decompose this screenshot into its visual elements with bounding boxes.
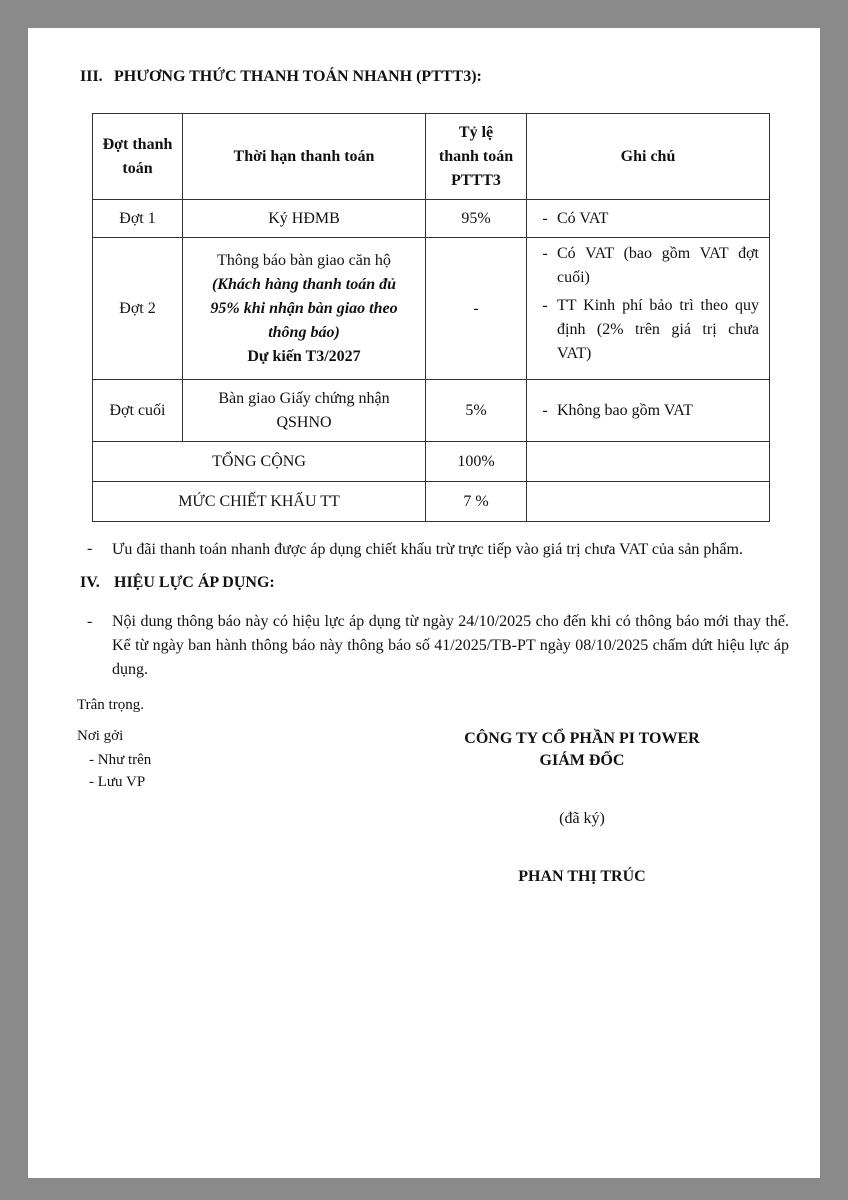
discount-row [93,482,770,522]
section-3-title: PHƯƠNG THỨC THANH TOÁN NHANH (PTTT3): [114,68,482,85]
note-item: - Không bao gồm VAT [542,401,693,419]
fast-payment-note: Ưu đãi thanh toán nhanh được áp dụng chiết khấu trừ trực tiếp vào giá trị chưa VAT của sản phẩm. [112,541,743,558]
table-row [93,380,770,442]
total-notes [527,442,770,482]
document-page [28,28,820,1178]
recipients-label: Nơi gởi [77,728,124,744]
row2-notes [527,238,770,380]
regards-text: Trân trọng. [77,697,144,713]
header-phase: Đợt thanh toán [93,114,183,200]
company-name: CÔNG TY CỔ PHẦN PI TOWER [464,730,700,747]
table-row [93,200,770,238]
row1-rate: 95% [426,200,527,238]
signed-note: (đã ký) [559,810,605,827]
total-value: 100% [426,442,527,482]
row3-rate: 5% [426,380,527,442]
table-header-row [93,114,770,200]
row1-phase: Đợt 1 [93,200,183,238]
section-3-heading [80,68,482,86]
note-item: - Có VAT (bao gồm VAT đợt cuối) [542,245,759,286]
row3-notes [527,380,770,442]
section-3-number: III. [80,68,103,85]
total-row [93,442,770,482]
signatory-name: PHAN THỊ TRÚC [518,868,646,885]
row3-term: Bàn giao Giấy chứng nhận QSHNO [183,380,426,442]
row2-term: Thông báo bàn giao căn hộ (Khách hàng thanh toán đủ 95% khi nhận bàn giao theo thông báo) Dự kiến T3/2027 [183,238,426,380]
note-item: - Có VAT [542,209,609,227]
discount-label: MỨC CHIẾT KHẤU TT [93,482,426,522]
effective-date-paragraph: Nội dung thông báo này có hiệu lực áp dụng từ ngày 24/10/2025 cho đến khi có thông báo mới thay thế. Kể từ ngày ban hành thông báo này thông báo số 41/2025/TB-PT ngày 08/10/2025 chấm dứt hiệu lực áp dụng. [112,613,789,678]
header-rate: Tỷ lệ thanh toán PTTT3 [426,114,527,200]
recipient-item: - Như trên [89,752,152,768]
header-notes: Ghi chú [527,114,770,200]
row2-phase: Đợt 2 [93,238,183,380]
recipient-item: - Lưu VP [89,774,146,790]
row2-rate: - [426,238,527,380]
section-4-dash: - [87,613,93,630]
payment-schedule-table [92,113,770,522]
table-row [93,238,770,380]
director-title: GIÁM ĐỐC [539,752,625,769]
row3-phase: Đợt cuối [93,380,183,442]
note-item: - TT Kinh phí bảo trì theo quy định (2% trên giá trị chưa VAT) [542,297,759,362]
discount-notes [527,482,770,522]
section-4-number: IV. [80,574,100,591]
section-4-title: HIỆU LỰC ÁP DỤNG: [114,574,275,591]
row1-term: Ký HĐMB [183,200,426,238]
discount-value: 7 % [426,482,527,522]
section-4-heading [80,574,275,592]
row1-notes [527,200,770,238]
total-label: TỔNG CỘNG [93,442,426,482]
bullet-dash: - [87,540,93,557]
header-term: Thời hạn thanh toán [183,114,426,200]
